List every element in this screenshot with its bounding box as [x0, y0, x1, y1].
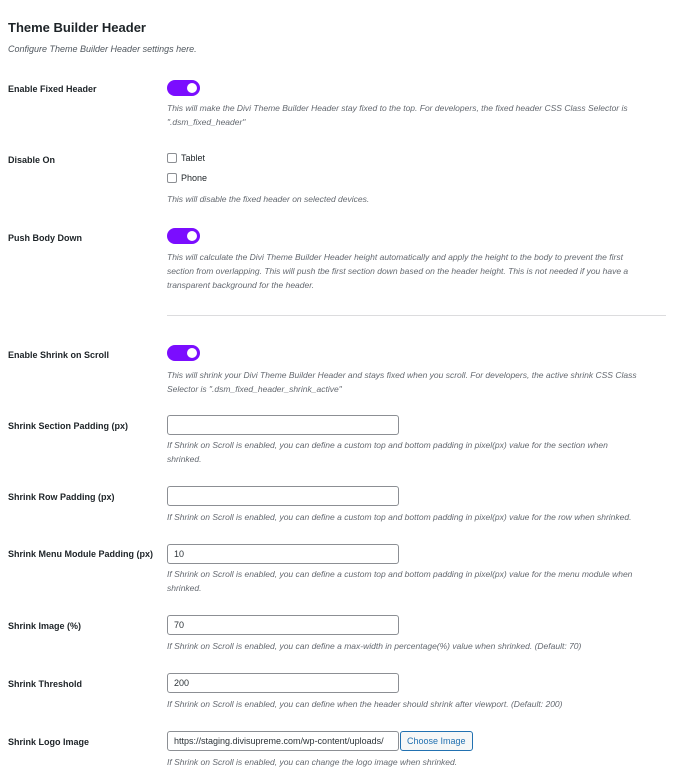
- description-line: If Shrink on Scroll is enabled, you can define a custom top and bottom padding in pixel(px) value for the menu module when: [167, 569, 633, 579]
- shrink-menu-padding-description: [167, 567, 667, 595]
- description-line: This will shrink your Divi Theme Builder Header and stays fixed when you scroll. For developers, the active shrink CSS Class: [167, 370, 637, 380]
- description-line: This will calculate the Divi Theme Builder Header height automatically and apply the height to the body to prevent the first: [167, 252, 623, 262]
- shrink-section-padding-input[interactable]: [167, 415, 399, 435]
- toggle-knob: [187, 348, 197, 358]
- disable-on-description: This will disable the fixed header on selected devices.: [167, 194, 370, 204]
- shrink-logo-image-description: If Shrink on Scroll is enabled, you can change the logo image when shrinked.: [167, 757, 458, 767]
- phone-option[interactable]: [167, 173, 207, 183]
- push-body-down-description: [167, 250, 667, 292]
- enable-shrink-description: [167, 368, 667, 396]
- shrink-threshold-label: Shrink Threshold: [8, 679, 83, 689]
- description-line: ".dsm_fixed_header": [167, 117, 246, 127]
- toggle-knob: [187, 231, 197, 241]
- shrink-image-label: Shrink Image (%): [8, 621, 82, 631]
- page-title: Theme Builder Header: [8, 20, 146, 35]
- tablet-checkbox-label: Tablet: [181, 153, 206, 163]
- shrink-menu-padding-input[interactable]: [167, 544, 399, 564]
- phone-checkbox[interactable]: [167, 173, 177, 183]
- shrink-image-input[interactable]: [167, 615, 399, 635]
- description-line: Selector is ".dsm_fixed_header_shrink_active": [167, 384, 342, 394]
- push-body-down-toggle[interactable]: [167, 228, 200, 244]
- enable-fixed-header-toggle[interactable]: [167, 80, 200, 96]
- shrink-row-padding-label: Shrink Row Padding (px): [8, 492, 115, 502]
- shrink-logo-image-label: Shrink Logo Image: [8, 737, 90, 747]
- disable-on-label: Disable On: [8, 155, 56, 165]
- shrink-logo-image-url-input[interactable]: [167, 731, 399, 751]
- shrink-threshold-input[interactable]: [167, 673, 399, 693]
- shrink-section-padding-label: Shrink Section Padding (px): [8, 421, 129, 431]
- page-subtitle: Configure Theme Builder Header settings here.: [8, 44, 197, 54]
- description-line: transparent background for the header.: [167, 280, 315, 290]
- shrink-image-description: If Shrink on Scroll is enabled, you can define a max-width in percentage(%) value when shrinked. (Default: 70): [167, 641, 582, 651]
- tablet-checkbox[interactable]: [167, 153, 177, 163]
- description-line: This will make the Divi Theme Builder Header stay fixed to the top. For developers, the fixed header CSS Class Selector is: [167, 103, 628, 113]
- toggle-knob: [187, 83, 197, 93]
- enable-shrink-toggle[interactable]: [167, 345, 200, 361]
- choose-image-button[interactable]: Choose Image: [400, 731, 473, 751]
- shrink-section-padding-description: [167, 438, 667, 466]
- description-line: shrinked.: [167, 583, 202, 593]
- enable-fixed-header-label: Enable Fixed Header: [8, 84, 97, 94]
- tablet-option[interactable]: [167, 153, 205, 163]
- description-line: section from overlapping. This will push tbe first section down based on the header height. This is not needed if you have a: [167, 266, 629, 276]
- section-divider: [167, 315, 666, 316]
- enable-fixed-header-description: [167, 101, 667, 129]
- shrink-row-padding-input[interactable]: [167, 486, 399, 506]
- shrink-row-padding-description: If Shrink on Scroll is enabled, you can define a custom top and bottom padding in pixel(px) value for the row when shrinked.: [167, 512, 632, 522]
- enable-shrink-label: Enable Shrink on Scroll: [8, 350, 110, 360]
- description-line: shrinked.: [167, 454, 202, 464]
- shrink-menu-padding-label: Shrink Menu Module Padding (px): [8, 549, 153, 559]
- phone-checkbox-label: Phone: [181, 173, 208, 183]
- shrink-threshold-description: If Shrink on Scroll is enabled, you can define when the header should shrink after viewport. (Default: 200): [167, 699, 563, 709]
- push-body-down-label: Push Body Down: [8, 233, 82, 243]
- description-line: If Shrink on Scroll is enabled, you can define a custom top and bottom padding in pixel(px) value for the section when: [167, 440, 608, 450]
